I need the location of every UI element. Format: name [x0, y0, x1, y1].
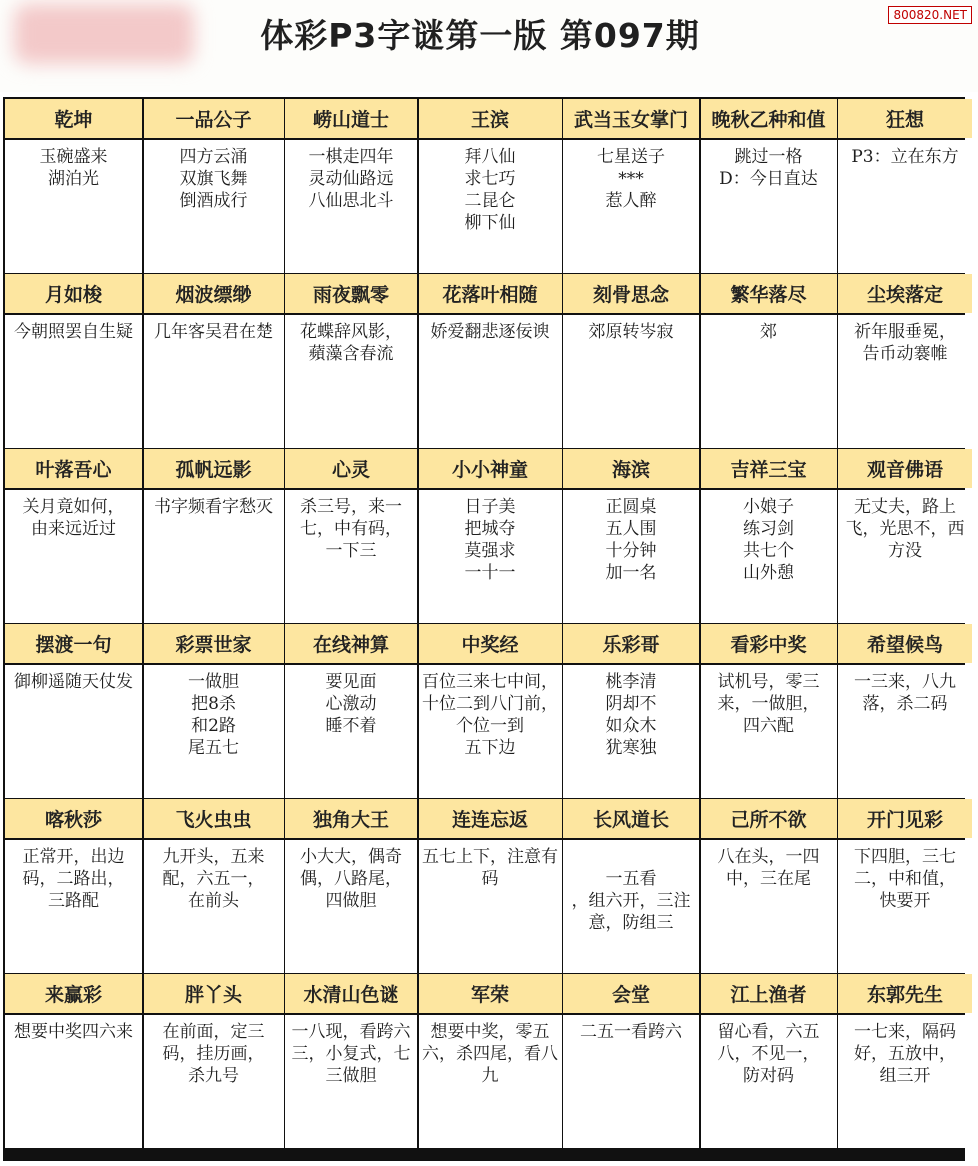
riddle-text-cell: 七星送子 *** 惹人醉: [563, 140, 699, 273]
author-header-cell: 彩票世家: [144, 624, 284, 663]
author-header-cell: 看彩中奖: [701, 624, 837, 663]
author-header-cell: 中奖经: [419, 624, 562, 663]
riddle-text-cell: 八在头，一四中，三在尾: [701, 840, 837, 973]
author-header-cell: 水清山色谜: [285, 974, 417, 1013]
riddle-text-cell: 想要中奖，零五六，杀四尾，看八九: [419, 1015, 562, 1148]
author-header-cell: 在线神算: [285, 624, 417, 663]
author-header-cell: 花落叶相随: [419, 274, 562, 313]
author-header-cell: 狂想: [838, 99, 972, 138]
riddle-text-cell: 在前面，定三码，挂历画， 杀九号: [144, 1015, 284, 1148]
author-header-cell: 崂山道士: [285, 99, 417, 138]
riddle-text-cell: 玉碗盛来 湖泊光: [5, 140, 142, 273]
author-header-cell: 胖丫头: [144, 974, 284, 1013]
riddle-table: [3, 97, 965, 1161]
author-header-cell: 小小神童: [419, 449, 562, 488]
riddle-text-cell: 试机号，零三来，一做胆， 四六配: [701, 665, 837, 798]
riddle-text-cell: 书字频看字愁灭: [144, 490, 284, 623]
riddle-text-cell: 御柳遥随天仗发: [5, 665, 142, 798]
author-header-cell: 江上渔者: [701, 974, 837, 1013]
riddle-text-cell: 一棋走四年 灵动仙路远 八仙思北斗: [285, 140, 417, 273]
author-header-cell: 独角大王: [285, 799, 417, 838]
author-header-cell: 摆渡一句: [5, 624, 142, 663]
page-title: 体彩P3字谜第一版 第097期: [260, 16, 700, 55]
author-header-cell: 月如梭: [5, 274, 142, 313]
site-watermark: 800820.NET: [888, 6, 972, 24]
riddle-text-cell: 百位三来七中间，十位二到八门前，个位一到 五下边: [419, 665, 562, 798]
author-header-cell: 王滨: [419, 99, 562, 138]
riddle-text-cell: 跳过一格 D：今日直达: [701, 140, 837, 273]
riddle-text-cell: 要见面 心激动 睡不着: [285, 665, 417, 798]
riddle-text-cell: 留心看，六五八，不见一， 防对码: [701, 1015, 837, 1148]
author-header-cell: 吉祥三宝: [701, 449, 837, 488]
riddle-text-cell: 想要中奖四六来: [5, 1015, 142, 1148]
author-header-cell: 叶落吾心: [5, 449, 142, 488]
riddle-text-cell: 花蝶辞风影， 蘋藻含春流: [285, 315, 417, 448]
author-header-cell: 会堂: [563, 974, 699, 1013]
author-header-cell: 东郭先生: [838, 974, 972, 1013]
author-header-cell: 来赢彩: [5, 974, 142, 1013]
riddle-text-cell: 杀三号，来一七，中有码， 一下三: [285, 490, 417, 623]
author-header-cell: 刻骨思念: [563, 274, 699, 313]
riddle-text-cell: 桃李清 阴却不 如众木 犹寒独: [563, 665, 699, 798]
riddle-text-cell: 一五看 ，组六开，三注意，防组三: [563, 840, 699, 973]
riddle-text-cell: 祈年服垂冕， 告币动褰帷: [838, 315, 972, 448]
author-header-cell: 连连忘返: [419, 799, 562, 838]
author-header-cell: 一品公子: [144, 99, 284, 138]
riddle-text-cell: 关月竟如何， 由来远近过: [5, 490, 142, 623]
riddle-text-cell: 二五一看跨六: [563, 1015, 699, 1148]
author-header-cell: 乾坤: [5, 99, 142, 138]
riddle-text-cell: 几年客吴君在楚: [144, 315, 284, 448]
author-header-cell: 海滨: [563, 449, 699, 488]
riddle-text-cell: 四方云涌 双旗飞舞 倒酒成行: [144, 140, 284, 273]
riddle-text-cell: 一七来，隔码好，五放中， 组三开: [838, 1015, 972, 1148]
author-header-cell: 长风道长: [563, 799, 699, 838]
riddle-text-cell: 无丈夫，路上飞，光思不，西方没: [838, 490, 972, 623]
author-header-cell: 开门见彩: [838, 799, 972, 838]
riddle-text-cell: 小娘子 练习剑 共七个 山外憩: [701, 490, 837, 623]
author-header-cell: 军荣: [419, 974, 562, 1013]
riddle-text-cell: 下四胆，三七二，中和值， 快要开: [838, 840, 972, 973]
riddle-text-cell: 小大大，偶奇偶，八路尾， 四做胆: [285, 840, 417, 973]
author-header-cell: 飞火虫虫: [144, 799, 284, 838]
author-header-cell: 喀秋莎: [5, 799, 142, 838]
riddle-text-cell: 娇爱翻悲逐佞谀: [419, 315, 562, 448]
author-header-cell: 己所不欲: [701, 799, 837, 838]
author-header-cell: 希望候鸟: [838, 624, 972, 663]
page-header: [0, 0, 978, 92]
author-header-cell: 乐彩哥: [563, 624, 699, 663]
author-header-cell: 武当玉女掌门: [563, 99, 699, 138]
author-header-cell: 繁华落尽: [701, 274, 837, 313]
riddle-text-cell: P3：立在东方: [838, 140, 972, 273]
riddle-text-cell: 郊: [701, 315, 837, 448]
author-header-cell: 烟波缥缈: [144, 274, 284, 313]
author-header-cell: 尘埃落定: [838, 274, 972, 313]
riddle-text-cell: 一三来，八九落，杀二码: [838, 665, 972, 798]
riddle-text-cell: 五七上下，注意有码: [419, 840, 562, 973]
riddle-text-cell: 正圆桌 五人围 十分钟 加一名: [563, 490, 699, 623]
riddle-text-cell: 一八现，看跨六三，小复式，七三做胆: [285, 1015, 417, 1148]
riddle-text-cell: 拜八仙 求七巧 二昆仑 柳下仙: [419, 140, 562, 273]
author-header-cell: 心灵: [285, 449, 417, 488]
author-header-cell: 孤帆远影: [144, 449, 284, 488]
riddle-text-cell: 郊原转岑寂: [563, 315, 699, 448]
riddle-text-cell: 正常开，出边码，二路出， 三路配: [5, 840, 142, 973]
riddle-text-cell: 今朝照罢自生疑: [5, 315, 142, 448]
author-header-cell: 观音佛语: [838, 449, 972, 488]
riddle-text-cell: 日子美 把城夺 莫强求 一十一: [419, 490, 562, 623]
author-header-cell: 晚秋乙种和值: [701, 99, 837, 138]
author-header-cell: 雨夜飘零: [285, 274, 417, 313]
riddle-text-cell: 九开头，五来配，六五一， 在前头: [144, 840, 284, 973]
riddle-text-cell: 一做胆 把8杀 和2路 尾五七: [144, 665, 284, 798]
